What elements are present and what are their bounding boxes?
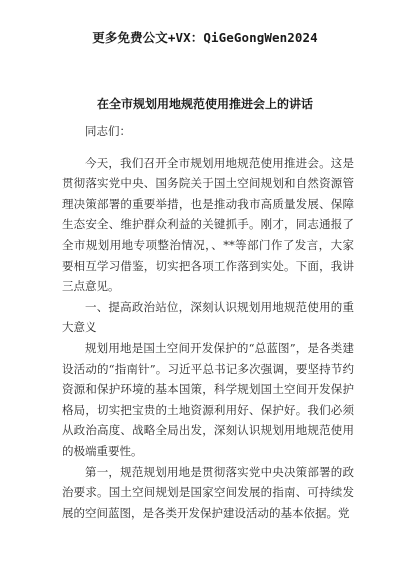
section-heading-1: 一、提高政治站位，深刻认识规划用地规范使用的重大意义 [62,299,354,335]
paragraph-intro: 今天，我们召开全市规划用地规范使用推进会。这是贯彻落实党中央、国务院关于国土空间规划和自然资源管理决策部署的重要举措，也是推动我市高质量发展、保障生态安全、维护群众利益的关键抓手。刚才，同志通报了全市规划用地专项整治情况，、**等部门作了发言，大家要相互学习借鉴，切实把各项工作落到实处。下面，我讲三点意见。 [62,155,354,294]
document-body [62,121,354,523]
paragraph-significance: 规划用地是国土空间开发保护的“总蓝图”，是各类建设活动的“指南针”。习近平总书记多次强调，要坚持节约资源和保护环境的基本国策，科学规划国土空间开发保护格局，切实把宝贵的土地资源利用好、保护好。我们必须从政治高度、战略全局出发，深刻认识规划用地规范使用的极端重要性。 [62,340,354,458]
document-title: 在全市规划用地规范使用推进会上的讲话 [96,97,313,111]
watermark-header: 更多免费公文+VX：QiGeGongWen2024 [92,30,318,45]
paragraph-first-point: 第一，规范规划用地是贯彻落实党中央决策部署的政治要求。国土空间规划是国家空间发展的指南、可持续发展的空间蓝图，是各类开发保护建设活动的基本依据。党 [62,464,354,520]
salutation: 同志们： [85,124,131,138]
